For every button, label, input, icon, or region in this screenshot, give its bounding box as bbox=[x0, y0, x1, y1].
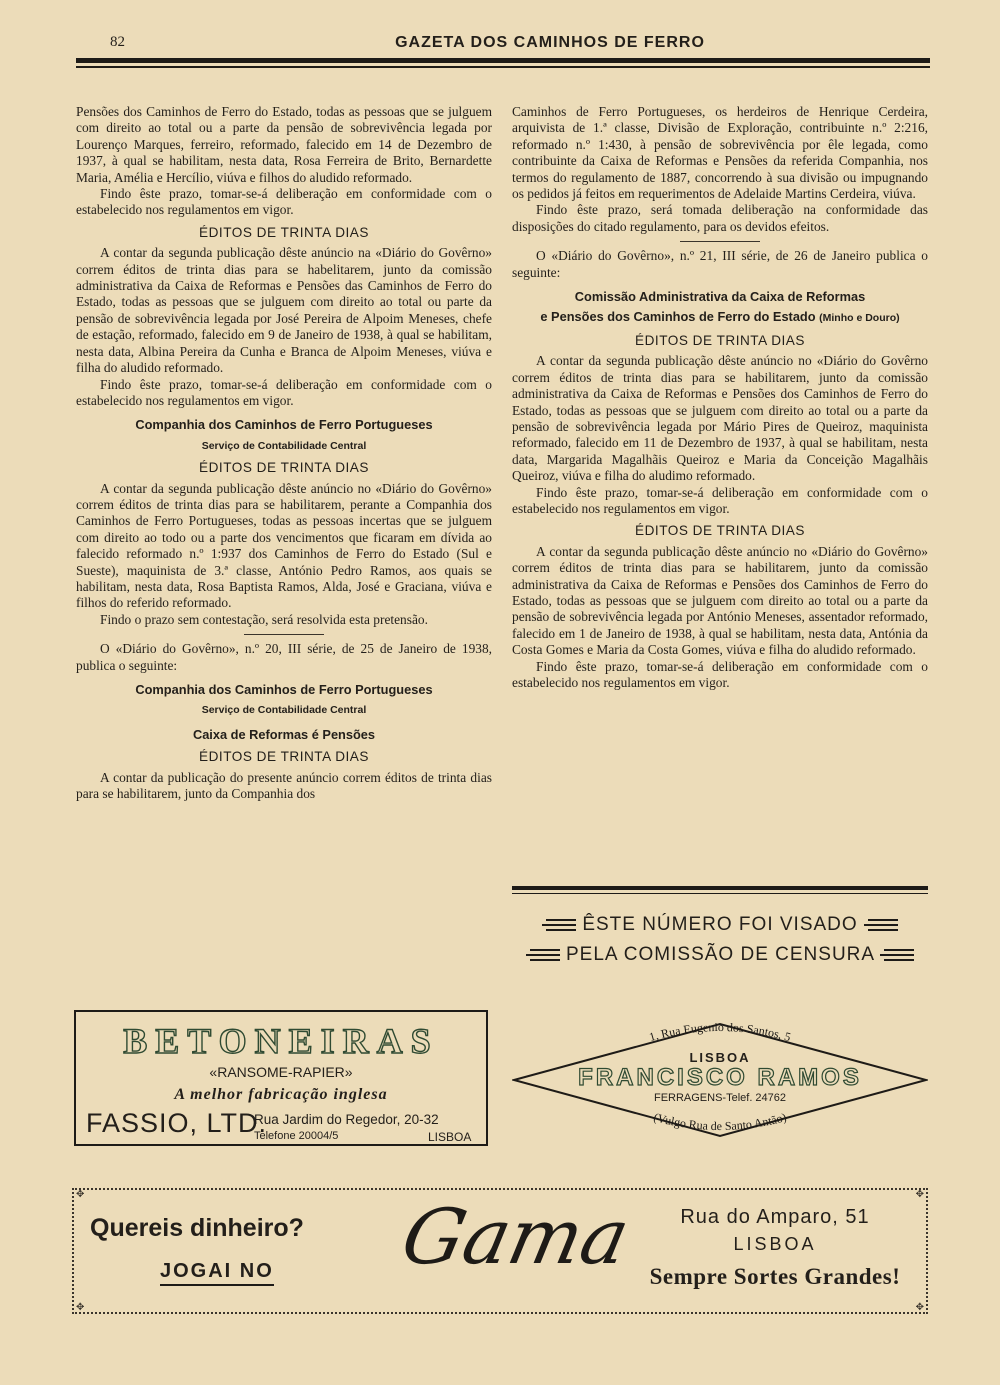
corner-ornament-icon: ✥ bbox=[76, 1189, 85, 1200]
bottom-arc-text bbox=[652, 1110, 788, 1133]
gama-advertisement bbox=[72, 1188, 928, 1314]
corner-ornament-icon: ✥ bbox=[76, 1302, 85, 1313]
commission-heading-line2 bbox=[512, 309, 928, 326]
article-paragraph: O «Diário do Govêrno», n.º 21, III série, de 26 de Janeiro publica o seguinte: bbox=[512, 248, 928, 280]
censor-notice bbox=[512, 886, 928, 976]
ad-city: LISBOA bbox=[733, 1234, 817, 1254]
article-paragraph: Findo êste prazo, tomar-se-á deliberação em conformidade com o estabelecido nos regulamentos em vigor. bbox=[512, 484, 928, 516]
service-subheading: Serviço de Contabilidade Central bbox=[201, 439, 367, 452]
separator-rule bbox=[680, 241, 760, 242]
article-paragraph: A contar da segunda publicação dêste anúncio no «Diário do Govêrno» correm éditos de trinta dias para se habilitarem, perante a Companhia dos Caminhos de Ferro Portugueses, todas as pessoas incertas que se julguem com direito ao todo ou a parte dos vencimentos que ficaram em dívida ao falecido reformado n.º 1:937 dos Caminhos de Ferro do Estado (Sul e Sueste), maquinista de 3.ª classe, António Pedro Ramos, aos quais se habilitam, nesta data, Rosa Baptista Ramos, Alda, José e Graciana, viúva e filhos do referido reformado. bbox=[76, 480, 492, 611]
article-paragraph: Pensões dos Caminhos de Ferro do Estado, todas as pessoas que se julguem com direito ao total ou a parte da pensão de sobrevivência legada por Lourenço Marques, ferreiro, reformado, falecido em 14 de Dezembro de 1937, à qual se habilitam, nesta data, Rosa Ferreira de Brito, Bernardette Maria, Amélia e Hercílio, viúva e filhos do aludido reformado. bbox=[76, 104, 492, 185]
ad-address: Rua Jardim do Regedor, 20-32 bbox=[254, 1112, 439, 1127]
article-paragraph: A contar da segunda publicação dêste anúncio no «Diário do Govêrno correm éditos de trinta dias para se habilitarem, junto da comissão administrativa da Caixa de Reformas e Pensões dos Caminhos de Ferro do Estado, todas as pessoas que se julguem com direito ao total ou a parte da pensão de sobrevivência legada por Mário Pires de Queiroz, maquinista reformado, falecido em 11 de Dezembro de 1937, à qual se habilitam, nesta data, Margarida Magalhãis Queiroz e Maria da Conceição Magalhãis Queiroz, viúva e filha do aludimo reformado. bbox=[512, 353, 928, 484]
article-paragraph: Findo o prazo sem contestação, será resolvida esta pretensão. bbox=[100, 611, 428, 627]
decorative-bars-icon bbox=[864, 919, 898, 931]
article-paragraph: O «Diário do Govêrno», n.º 20, III série, de 25 de Janeiro de 1938, publica o seguinte: bbox=[76, 641, 492, 673]
betoneiras-advertisement bbox=[74, 1010, 488, 1146]
top-arc-path-text: 1, Rua Eugenio dos Santos, 5 bbox=[647, 1019, 793, 1045]
separator-rule bbox=[244, 634, 324, 635]
ad-city: LISBOA bbox=[689, 1050, 751, 1065]
left-column bbox=[76, 104, 492, 802]
section-heading: ÉDITOS DE TRINTA DIAS bbox=[635, 523, 805, 539]
commission-heading-text: e Pensões dos Caminhos de Ferro do Estado bbox=[540, 309, 816, 325]
right-column bbox=[512, 104, 928, 691]
censor-text-2: PELA COMISSÃO DE CENSURA bbox=[565, 944, 875, 965]
section-heading: ÉDITOS DE TRINTA DIAS bbox=[635, 332, 805, 348]
decorative-bars-icon bbox=[526, 949, 560, 961]
francisco-ramos-advertisement bbox=[512, 1010, 928, 1150]
ad-business-line: FERRAGENS-Telef. 24762 bbox=[653, 1092, 787, 1104]
section-heading: ÉDITOS DE TRINTA DIAS bbox=[199, 460, 369, 476]
ad-brand: BETONEIRAS bbox=[123, 1021, 439, 1061]
region-note: (Minho e Douro) bbox=[819, 312, 900, 325]
service-subheading: Serviço de Contabilidade Central bbox=[201, 704, 367, 717]
censor-line-1 bbox=[512, 914, 928, 936]
ad-address: Rua do Amparo, 51 bbox=[680, 1206, 870, 1228]
ad-tagline: Sempre Sortes Grandes! bbox=[649, 1264, 901, 1289]
header-rule-thin bbox=[76, 66, 930, 68]
censor-text-1: ÊSTE NÚMERO FOI VISADO bbox=[582, 914, 858, 935]
commission-heading: Comissão Administrativa da Caixa de Reformas bbox=[574, 289, 866, 305]
section-heading: ÉDITOS DE TRINTA DIAS bbox=[199, 749, 369, 765]
ad-slogan: A melhor fabricação inglesa bbox=[174, 1086, 388, 1103]
decorative-bars-icon bbox=[880, 949, 914, 961]
publication-title: GAZETA DOS CAMINHOS DE FERRO bbox=[395, 34, 705, 51]
ad-call: JOGAI NO bbox=[160, 1260, 274, 1286]
bottom-arc-path-text: (Vulgo Rua de Santo Antão) bbox=[652, 1110, 788, 1134]
censor-line-2 bbox=[512, 944, 928, 966]
top-arc-text bbox=[648, 1020, 793, 1044]
ad-phone: Telefone 20004/5 bbox=[254, 1130, 339, 1142]
article-paragraph: Findo êste prazo, será tomada deliberação na conformidade das disposições do citado regulamento, para os devidos efeitos. bbox=[512, 202, 928, 234]
fund-heading: Caixa de Reformas é Pensões bbox=[192, 726, 376, 742]
article-paragraph: Caminhos de Ferro Portugueses, os herdeiros de Henrique Cerdeira, arquivista de 1.ª classe, Divisão de Exploração, contribuinte n.º 2:216, reformado n.º 1:430, à pensão de sobrevivência por êle legada, como contribuinte da Caixa de Reformas e Pensões da referida Companhia, nos termos do regulamento de 1887, concorrendo à sua divisão ou impugnando os pedidos já feitos em requerimentos de Adelaide Martins Cerdeira, viúva. bbox=[512, 104, 928, 202]
ad-subtitle: «RANSOME-RAPIER» bbox=[209, 1064, 353, 1080]
article-paragraph: Findo êste prazo, tomar-se-á deliberação em conformidade com o estabelecido nos regulamentos em vigor. bbox=[76, 186, 492, 218]
company-heading: Companhia dos Caminhos de Ferro Portugueses bbox=[135, 417, 433, 433]
article-paragraph: A contar da publicação do presente anúncio correm éditos de trinta dias para se habilitarem, junto da Companhia dos bbox=[76, 769, 492, 802]
notice-rule-thick bbox=[512, 886, 928, 890]
ad-question: Quereis dinheiro? bbox=[90, 1214, 304, 1242]
page-number: 82 bbox=[110, 34, 125, 50]
ad-firm-name: FASSIO, LTD. bbox=[86, 1108, 268, 1138]
company-heading: Companhia dos Caminhos de Ferro Portugueses bbox=[135, 682, 433, 697]
corner-ornament-icon: ✥ bbox=[915, 1189, 924, 1200]
article-paragraph: Findo êste prazo, tomar-se-á deliberação em conformidade com o estabelecido nos regulamentos em vigor. bbox=[512, 658, 928, 690]
header-rule-thick bbox=[76, 58, 930, 63]
ad-firm-name: FRANCISCO RAMOS bbox=[578, 1064, 862, 1091]
article-paragraph: A contar da segunda publicação dêste anúncio no «Diário do Govêrno» correm éditos de trinta dias para se habilitarem, junto da comissão administrativa da Caixa de Reformas e Pensões dos Caminhos de Ferro do Estado, todas as pessoas que se julguem com direito ao total ou a parte da pensão de sobrevivência legada por António Meneses, assentador reformado, falecido em 1 de Janeiro de 1938, à qual se habilitam, nesta data, Antónia da Costa Gomes e Maria da Costa Gomes, viúva e filha do aludido reformado. bbox=[512, 543, 928, 658]
corner-ornament-icon: ✥ bbox=[915, 1302, 924, 1313]
section-heading: ÉDITOS DE TRINTA DIAS bbox=[199, 224, 369, 240]
ad-city: LISBOA bbox=[428, 1130, 472, 1144]
article-paragraph: A contar da segunda publicação dêste anúncio na «Diário do Govêrno» correm éditos de trinta dias para se habelitarem, junto da comissão administrativa da Caixa de Reformas e Pensões das Caminhos de Ferro do Estado, todas as pessoas que se julguem com direito ao total ou parte da pensão de sobrevivência legada por José Pereira de Alpoim Meneses, chefe de estação, reformado, falecido em 9 de Janeiro de 1938, à qual se habilitam, nesta data, Albina Pereira da Cunha e Branca de Alpoim Meneses, viúva e filha do aludido reformado. bbox=[76, 245, 492, 376]
decorative-bars-icon bbox=[542, 919, 576, 931]
notice-rule-thin bbox=[512, 893, 928, 894]
article-paragraph: Findo êste prazo, tomar-se-á deliberação em conformidade com o estabelecido nos regulamentos em vigor. bbox=[76, 376, 492, 408]
gama-logo: Gama bbox=[394, 1192, 637, 1281]
